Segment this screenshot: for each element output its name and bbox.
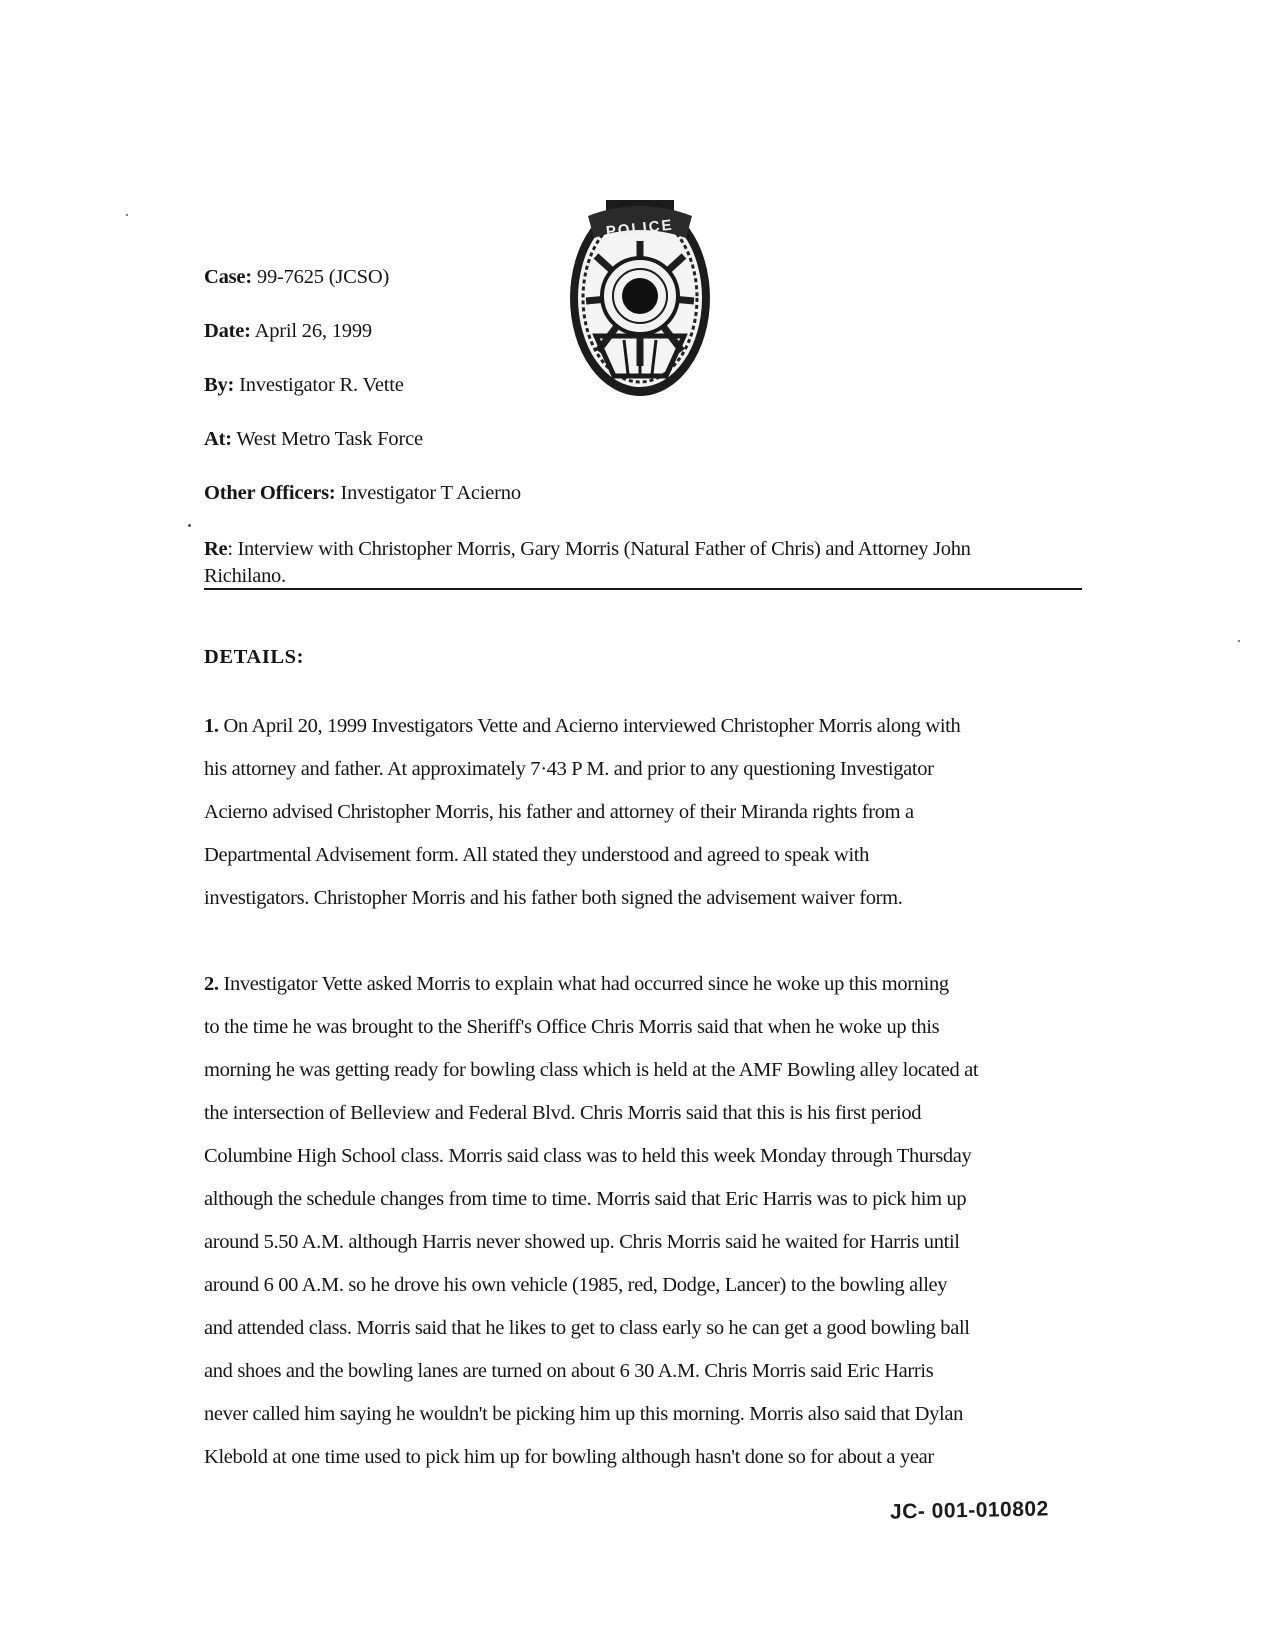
paragraph-line: his attorney and father. At approximately 7·43 P M. and prior to any questioning Investigator [204, 758, 934, 780]
paragraph-line: 2. Investigator Vette asked Morris to explain what had occurred since he woke up this morning [204, 973, 949, 995]
badge-top-text: POLICE [605, 216, 675, 241]
paragraph-line: around 5.50 A.M. although Harris never showed up. Chris Morris said he waited for Harris until [204, 1231, 960, 1253]
date-value: April 26, 1999 [254, 320, 372, 342]
paragraph-line: around 6 00 A.M. so he drove his own vehicle (1985, red, Dodge, Lancer) to the bowling alley [204, 1274, 948, 1296]
scan-speck [126, 214, 128, 216]
paragraph-line: and attended class. Morris said that he likes to get to class early so he can get a good bowling ball [204, 1317, 970, 1339]
header-divider [204, 588, 1082, 590]
other-officers-field [204, 482, 521, 505]
scan-speck [188, 524, 191, 527]
paragraph-line: investigators. Christopher Morris and his father both signed the advisement waiver form. [204, 887, 903, 909]
paragraph-2 [204, 963, 1094, 1479]
case-label: Case: [204, 266, 252, 288]
paragraph-line: 1. On April 20, 1999 Investigators Vette and Acierno interviewed Christopher Morris along with [204, 715, 961, 737]
case-value: 99-7625 (JCSO) [256, 266, 390, 288]
at-value: West Metro Task Force [236, 428, 423, 450]
paragraph-line: Columbine High School class. Morris said class was to held this week Monday through Thursday [204, 1145, 972, 1167]
at-label: At: [204, 428, 232, 450]
re-subject [204, 536, 1084, 590]
case-field [204, 266, 389, 289]
re-label: Re [204, 538, 228, 560]
paragraph-line: Acierno advised Christopher Morris, his father and attorney of their Miranda rights from a [204, 801, 914, 823]
by-label: By: [204, 374, 235, 396]
document-id-stamp: JC- 001-010802 [889, 1497, 1049, 1524]
paragraph-number: 1. [204, 715, 219, 737]
details-heading: DETAILS: [204, 646, 305, 668]
by-value: Investigator R. Vette [239, 374, 404, 396]
re-line-1: : Interview with Christopher Morris, Gary Morris (Natural Father of Chris) and Attorney John [227, 538, 971, 560]
paragraph-line: to the time he was brought to the Sheriff's Office Chris Morris said that when he woke up this [204, 1016, 940, 1038]
paragraph-line: the intersection of Belleview and Federal Blvd. Chris Morris said that this is his first period [204, 1102, 922, 1124]
paragraph-line: Departmental Advisement form. All stated they understood and agreed to speak with [204, 844, 870, 866]
date-field [204, 320, 372, 343]
paragraph-line: morning he was getting ready for bowling class which is held at the AMF Bowling alley located at [204, 1059, 979, 1081]
paragraph-1 [204, 705, 1094, 920]
re-line-2: Richilano. [204, 565, 286, 587]
paragraph-number: 2. [204, 973, 219, 995]
paragraph-line: never called him saying he wouldn't be picking him up this morning. Morris also said that Dylan [204, 1403, 963, 1425]
paragraph-line: although the schedule changes from time to time. Morris said that Eric Harris was to pick him up [204, 1188, 967, 1210]
paragraph-line: and shoes and the bowling lanes are turned on about 6 30 A.M. Chris Morris said Eric Harris [204, 1360, 934, 1382]
other-officers-value: Investigator T Acierno [340, 482, 521, 504]
date-label: Date: [204, 320, 251, 342]
scan-speck [1238, 640, 1240, 642]
police-badge-icon [566, 186, 714, 400]
by-field [204, 374, 404, 397]
at-field [204, 428, 423, 451]
other-officers-label: Other Officers: [204, 482, 336, 504]
paragraph-line: Klebold at one time used to pick him up for bowling although hasn't done so for about a year [204, 1446, 934, 1468]
